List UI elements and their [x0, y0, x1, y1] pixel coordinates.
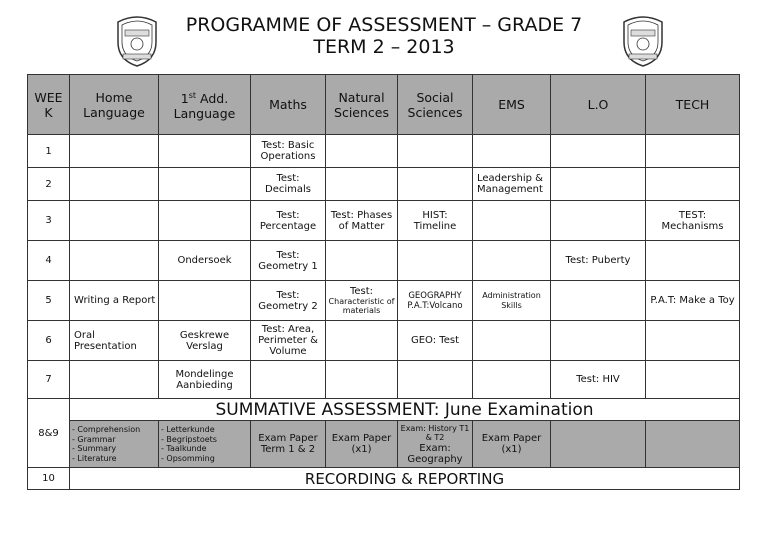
lo-cell	[551, 135, 646, 168]
add-language-exam-list	[161, 425, 248, 463]
lo-cell	[551, 321, 646, 361]
summative-banner-row	[28, 399, 740, 421]
social-sciences-exam-cell	[398, 421, 473, 468]
table-row	[28, 241, 740, 281]
maths-exam-cell: Exam Paper Term 1 & 2	[251, 421, 326, 468]
page-title	[150, 14, 618, 58]
home-language-exam-cell	[70, 421, 159, 468]
week-cell: 5	[28, 281, 70, 321]
school-crest-icon	[620, 12, 666, 68]
maths-cell: Test: Area, Perimeter & Volume	[251, 321, 326, 361]
table-row	[28, 168, 740, 201]
lo-cell	[551, 168, 646, 201]
table-row	[28, 135, 740, 168]
home-language-cell	[70, 361, 159, 399]
table-header-row	[28, 75, 740, 135]
add-language-cell: Geskrewe Verslag	[159, 321, 251, 361]
week-cell: 1	[28, 135, 70, 168]
ems-exam-cell: Exam Paper (x1)	[473, 421, 551, 468]
col-header-natural-sciences: Natural Sciences	[326, 75, 398, 135]
ems-cell	[473, 361, 551, 399]
home-language-cell	[70, 168, 159, 201]
natural-sciences-cell	[326, 281, 398, 321]
social-sciences-cell: HIST: Timeline	[398, 201, 473, 241]
add-language-cell: Mondelinge Aanbieding	[159, 361, 251, 399]
lo-cell	[551, 201, 646, 241]
lo-cell: Test: Puberty	[551, 241, 646, 281]
tech-cell	[646, 361, 740, 399]
tech-cell	[646, 241, 740, 281]
tech-cell: P.A.T: Make a Toy	[646, 281, 740, 321]
maths-cell: Test: Geometry 1	[251, 241, 326, 281]
social-sciences-exam-line-2: Exam: Geography	[407, 442, 463, 465]
maths-cell: Test: Basic Operations	[251, 135, 326, 168]
week-cell: 3	[28, 201, 70, 241]
list-item: - Summary	[72, 444, 117, 453]
col-header-social-sciences: Social Sciences	[398, 75, 473, 135]
social-sciences-line-1: GEOGRAPHY	[408, 290, 462, 301]
add-language-cell	[159, 168, 251, 201]
tech-cell	[646, 135, 740, 168]
recording-row	[28, 468, 740, 490]
lo-cell: Test: HIV	[551, 361, 646, 399]
col-header-add-rest: Add. Language	[173, 91, 236, 122]
natural-sciences-cell: Test: Phases of Matter	[326, 201, 398, 241]
add-language-cell	[159, 281, 251, 321]
add-language-exam-cell	[159, 421, 251, 468]
col-header-add-num: 1	[180, 91, 189, 107]
summative-detail-row	[28, 421, 740, 468]
ems-cell	[473, 201, 551, 241]
social-sciences-line-2: P.A.T:Volcano	[407, 300, 463, 311]
natural-sciences-line-2: Characteristic of materials	[328, 296, 395, 315]
assessment-table	[27, 74, 740, 490]
add-language-cell	[159, 201, 251, 241]
list-item: - Taalkunde	[161, 444, 207, 453]
tech-exam-cell	[646, 421, 740, 468]
week-cell: 7	[28, 361, 70, 399]
social-sciences-cell	[398, 361, 473, 399]
social-sciences-exam-line-1: Exam: History T1 & T2	[400, 423, 470, 442]
natural-sciences-line-1: Test:	[349, 285, 374, 297]
natural-sciences-cell	[326, 361, 398, 399]
week-cell: 2	[28, 168, 70, 201]
lo-exam-cell	[551, 421, 646, 468]
summative-banner: SUMMATIVE ASSESSMENT: June Examination	[70, 399, 740, 421]
ems-cell	[473, 321, 551, 361]
col-header-home-language: Home Language	[70, 75, 159, 135]
add-language-cell: Ondersoek	[159, 241, 251, 281]
tech-cell	[646, 321, 740, 361]
col-header-add-language	[159, 75, 251, 135]
lo-cell	[551, 281, 646, 321]
ems-cell	[473, 135, 551, 168]
page-header	[0, 0, 768, 74]
social-sciences-cell: GEO: Test	[398, 321, 473, 361]
home-language-cell	[70, 135, 159, 168]
title-line-1: PROGRAMME OF ASSESSMENT – GRADE 7	[185, 14, 583, 36]
maths-cell: Test: Decimals	[251, 168, 326, 201]
social-sciences-cell	[398, 168, 473, 201]
col-header-add-sup: st	[188, 90, 197, 100]
col-header-tech: TECH	[646, 75, 740, 135]
recording-banner: RECORDING & REPORTING	[70, 468, 740, 490]
list-item: - Opsomming	[161, 453, 215, 463]
natural-sciences-cell	[326, 135, 398, 168]
col-header-maths: Maths	[251, 75, 326, 135]
list-item: - Literature	[72, 453, 117, 463]
social-sciences-cell	[398, 281, 473, 321]
tech-cell	[646, 168, 740, 201]
add-language-cell	[159, 135, 251, 168]
maths-cell: Test: Percentage	[251, 201, 326, 241]
maths-cell: Test: Geometry 2	[251, 281, 326, 321]
social-sciences-cell	[398, 135, 473, 168]
week-cell: 4	[28, 241, 70, 281]
title-line-2: TERM 2 – 2013	[313, 36, 455, 58]
social-sciences-cell	[398, 241, 473, 281]
week-cell: 6	[28, 321, 70, 361]
home-language-cell: Oral Presentation	[70, 321, 159, 361]
ems-cell: Leadership & Management	[473, 168, 551, 201]
table-row	[28, 321, 740, 361]
col-header-week: WEE K	[28, 75, 70, 135]
natural-sciences-cell	[326, 321, 398, 361]
tech-cell: TEST: Mechanisms	[646, 201, 740, 241]
week-cell: 10	[28, 468, 70, 490]
table-row	[28, 281, 740, 321]
natural-sciences-cell	[326, 168, 398, 201]
home-language-cell: Writing a Report	[70, 281, 159, 321]
ems-cell: Administration Skills	[473, 281, 551, 321]
natural-sciences-exam-cell: Exam Paper (x1)	[326, 421, 398, 468]
home-language-exam-list	[72, 425, 156, 463]
home-language-cell	[70, 201, 159, 241]
col-header-lo: L.O	[551, 75, 646, 135]
col-header-ems: EMS	[473, 75, 551, 135]
table-row	[28, 361, 740, 399]
week-cell: 8&9	[28, 399, 70, 468]
home-language-cell	[70, 241, 159, 281]
list-item: - Comprehension	[72, 425, 141, 434]
list-item: - Letterkunde	[161, 425, 215, 434]
list-item: - Begripstoets	[161, 434, 217, 444]
natural-sciences-cell	[326, 241, 398, 281]
maths-cell	[251, 361, 326, 399]
list-item: - Grammar	[72, 434, 116, 444]
table-row	[28, 201, 740, 241]
ems-cell	[473, 241, 551, 281]
